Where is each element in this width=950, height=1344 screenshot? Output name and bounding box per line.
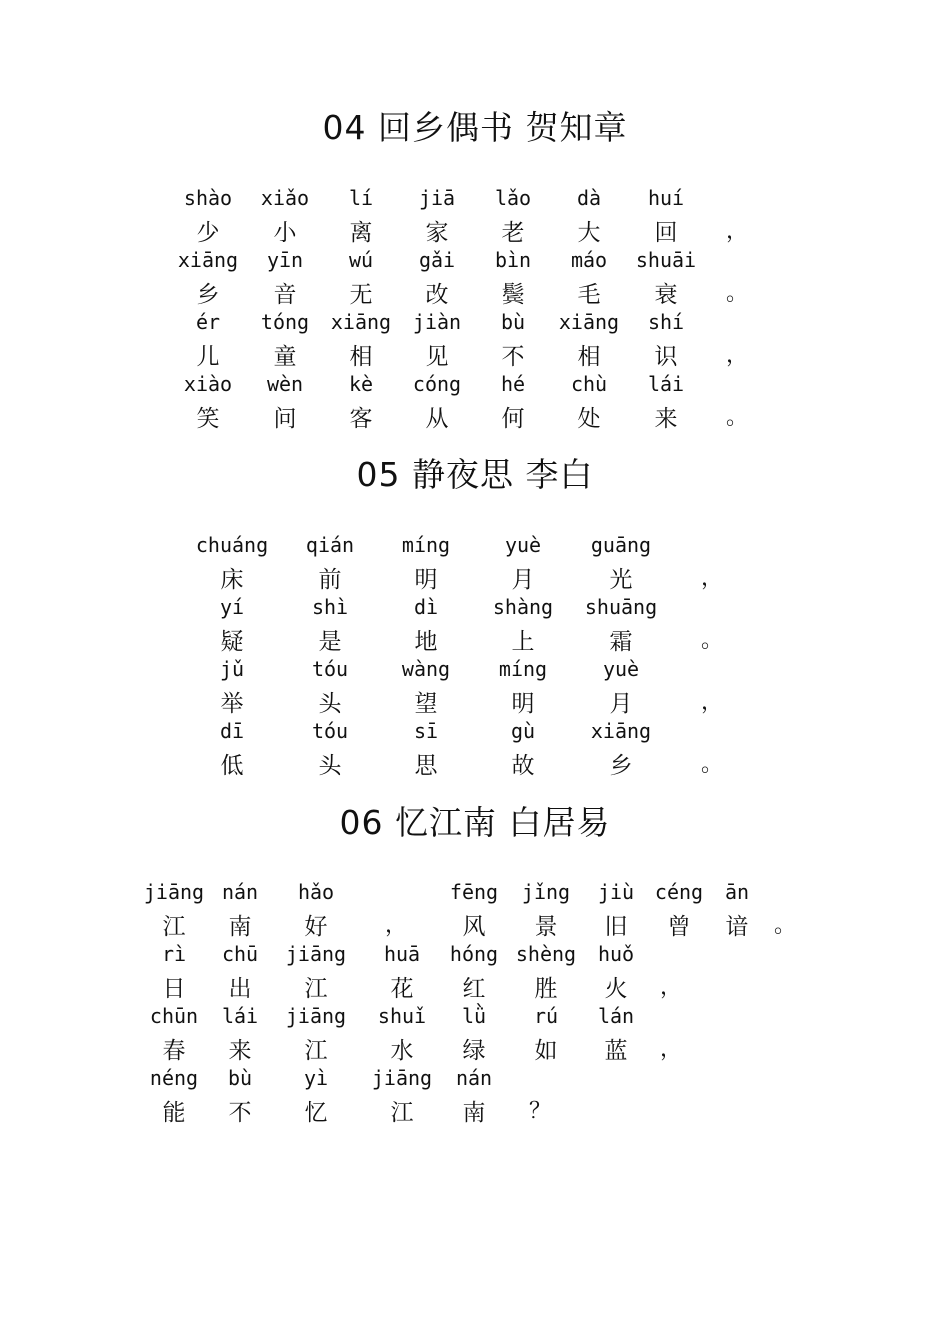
hanzi-character: 来 [654,406,678,432]
hanzi-character: 南 [462,1100,486,1126]
punctuation: ， [384,913,408,938]
pinyin-syllable: ér [195,310,221,334]
pinyin-syllable: yì [303,1066,329,1090]
pinyin-syllable: yīn [266,248,304,272]
hanzi-character: 上 [511,629,535,655]
pinyin-syllable: shàng [492,595,554,619]
punctuation: 。 [725,405,749,430]
pinyin-syllable: míng [401,533,451,557]
hanzi-character: 胜 [534,976,558,1002]
pinyin-syllable: jiāng [285,942,347,966]
hanzi-character: 不 [501,344,525,370]
pinyin-syllable: hé [500,372,526,396]
hanzi-character: 前 [318,567,342,593]
pinyin-syllable: dì [413,595,439,619]
pinyin-syllable: xiāng [590,719,652,743]
punctuation: ， [725,343,749,368]
pinyin-syllable: nán [455,1066,493,1090]
hanzi-character: 毛 [577,282,601,308]
pinyin-syllable: hǎo [297,880,335,904]
pinyin-syllable: máo [570,248,608,272]
pinyin-syllable: huǒ [597,942,635,966]
poem-title: 05 静夜思 李白 [356,455,594,494]
pinyin-syllable: cóng [412,372,462,396]
pinyin-syllable: yí [219,595,245,619]
hanzi-character: 大 [577,220,601,246]
punctuation: 。 [725,281,749,306]
pinyin-syllable: lǎo [494,186,532,210]
hanzi-character: 景 [534,914,558,940]
hanzi-character: 识 [654,344,678,370]
pinyin-syllable: qián [305,533,355,557]
poem-title: 04 回乡偶书 贺知章 [322,108,628,147]
pinyin-syllable: jiāng [285,1004,347,1028]
pinyin-syllable: rú [533,1004,559,1028]
hanzi-character: 霜 [609,629,633,655]
pinyin-syllable: shuāng [584,595,658,619]
pinyin-syllable: wàng [401,657,451,681]
punctuation: 。 [773,913,797,938]
pinyin-syllable: hóng [449,942,499,966]
pinyin-syllable: shèng [515,942,577,966]
hanzi-character: 火 [604,976,628,1002]
pinyin-syllable: ān [724,880,750,904]
pinyin-syllable: jiù [597,880,635,904]
hanzi-character: 月 [609,691,633,717]
hanzi-character: 好 [304,914,328,940]
pinyin-syllable: lǜ [461,1004,487,1028]
hanzi-character: 相 [577,344,601,370]
pinyin-syllable: néng [149,1066,199,1090]
hanzi-character: 床 [220,567,244,593]
pinyin-syllable: guāng [590,533,652,557]
pinyin-syllable: tóu [311,719,349,743]
hanzi-character: 江 [304,1038,328,1064]
hanzi-character: 能 [162,1100,186,1126]
hanzi-character: 家 [425,220,449,246]
hanzi-character: 日 [162,976,186,1002]
hanzi-character: 相 [349,344,373,370]
pinyin-syllable: chuáng [195,533,269,557]
hanzi-character: 衰 [654,282,678,308]
punctuation: ， [700,690,724,715]
hanzi-character: 思 [414,753,438,779]
hanzi-character: 举 [220,691,244,717]
pinyin-syllable: shuāi [635,248,697,272]
hanzi-character: 故 [511,753,535,779]
hanzi-character: 头 [318,753,342,779]
hanzi-character: 乡 [609,753,633,779]
pinyin-syllable: yuè [602,657,640,681]
hanzi-character: 回 [654,220,678,246]
pinyin-syllable: shuǐ [377,1004,427,1028]
hanzi-character: 曾 [667,914,691,940]
hanzi-character: 月 [511,567,535,593]
hanzi-character: 江 [304,976,328,1002]
punctuation: ， [725,219,749,244]
pinyin-syllable: xiào [183,372,233,396]
hanzi-character: 光 [609,567,633,593]
pinyin-syllable: fēng [449,880,499,904]
hanzi-character: 笑 [196,406,220,432]
hanzi-character: 花 [390,976,414,1002]
hanzi-character: 疑 [220,629,244,655]
hanzi-character: 何 [501,406,525,432]
pinyin-syllable: lán [597,1004,635,1028]
hanzi-character: 是 [318,629,342,655]
hanzi-character: 不 [228,1100,252,1126]
hanzi-character: 处 [577,406,601,432]
pinyin-syllable: lái [647,372,685,396]
pinyin-syllable: xiǎo [260,186,310,210]
hanzi-character: 离 [349,220,373,246]
punctuation: 。 [700,628,724,653]
pinyin-syllable: lái [221,1004,259,1028]
hanzi-character: 蓝 [604,1038,628,1064]
pinyin-syllable: jiāng [143,880,205,904]
hanzi-character: 明 [414,567,438,593]
pinyin-syllable: gǎi [418,248,456,272]
hanzi-character: 无 [349,282,373,308]
hanzi-character: 出 [228,976,252,1002]
hanzi-character: 谙 [725,914,749,940]
pinyin-syllable: chù [570,372,608,396]
hanzi-character: 小 [273,220,297,246]
pinyin-syllable: jiàn [412,310,462,334]
hanzi-character: 改 [425,282,449,308]
poem-title: 06 忆江南 白居易 [339,803,611,842]
pinyin-syllable: wèn [266,372,304,396]
hanzi-character: 江 [390,1100,414,1126]
hanzi-character: 儿 [196,344,220,370]
hanzi-character: 明 [511,691,535,717]
hanzi-character: 绿 [462,1038,486,1064]
hanzi-character: 老 [501,220,525,246]
hanzi-character: 如 [534,1038,558,1064]
pinyin-syllable: chū [221,942,259,966]
pinyin-syllable: huā [383,942,421,966]
pinyin-syllable: jǐng [521,880,571,904]
pinyin-syllable: xiāng [177,248,239,272]
pinyin-syllable: lí [348,186,374,210]
pinyin-syllable: jǔ [219,657,245,681]
pinyin-syllable: shí [647,310,685,334]
hanzi-character: 童 [273,344,297,370]
pinyin-syllable: jiā [418,186,456,210]
hanzi-character: 红 [462,976,486,1002]
hanzi-character: 见 [425,344,449,370]
punctuation: 。 [700,752,724,777]
pinyin-syllable: bù [227,1066,253,1090]
punctuation: ？ [528,1099,552,1124]
pinyin-syllable: dī [219,719,245,743]
hanzi-character: 春 [162,1038,186,1064]
pinyin-syllable: tóu [311,657,349,681]
hanzi-character: 头 [318,691,342,717]
hanzi-character: 水 [390,1038,414,1064]
pinyin-syllable: bìn [494,248,532,272]
pinyin-syllable: jiāng [371,1066,433,1090]
hanzi-character: 乡 [196,282,220,308]
hanzi-character: 客 [349,406,373,432]
pinyin-syllable: huí [647,186,685,210]
pinyin-syllable: yuè [504,533,542,557]
punctuation: ， [659,975,683,1000]
pinyin-syllable: shào [183,186,233,210]
hanzi-character: 忆 [304,1100,328,1126]
pinyin-syllable: céng [654,880,704,904]
hanzi-character: 少 [196,220,220,246]
pinyin-syllable: sī [413,719,439,743]
punctuation: ， [700,566,724,591]
hanzi-character: 地 [414,629,438,655]
pinyin-syllable: xiāng [558,310,620,334]
pinyin-syllable: xiāng [330,310,392,334]
hanzi-character: 望 [414,691,438,717]
pinyin-syllable: dà [576,186,602,210]
pinyin-syllable: bù [500,310,526,334]
hanzi-character: 从 [425,406,449,432]
hanzi-character: 音 [273,282,297,308]
pinyin-syllable: shì [311,595,349,619]
pinyin-syllable: míng [498,657,548,681]
pinyin-syllable: rì [161,942,187,966]
hanzi-character: 低 [220,753,244,779]
pinyin-syllable: nán [221,880,259,904]
pinyin-syllable: gù [510,719,536,743]
pinyin-syllable: chūn [149,1004,199,1028]
hanzi-character: 风 [462,914,486,940]
pinyin-syllable: tóng [260,310,310,334]
pinyin-syllable: kè [348,372,374,396]
pinyin-syllable: wú [348,248,374,272]
hanzi-character: 江 [162,914,186,940]
hanzi-character: 南 [228,914,252,940]
hanzi-character: 来 [228,1038,252,1064]
hanzi-character: 旧 [604,914,628,940]
hanzi-character: 问 [273,406,297,432]
hanzi-character: 鬓 [501,282,525,308]
punctuation: ， [659,1037,683,1062]
